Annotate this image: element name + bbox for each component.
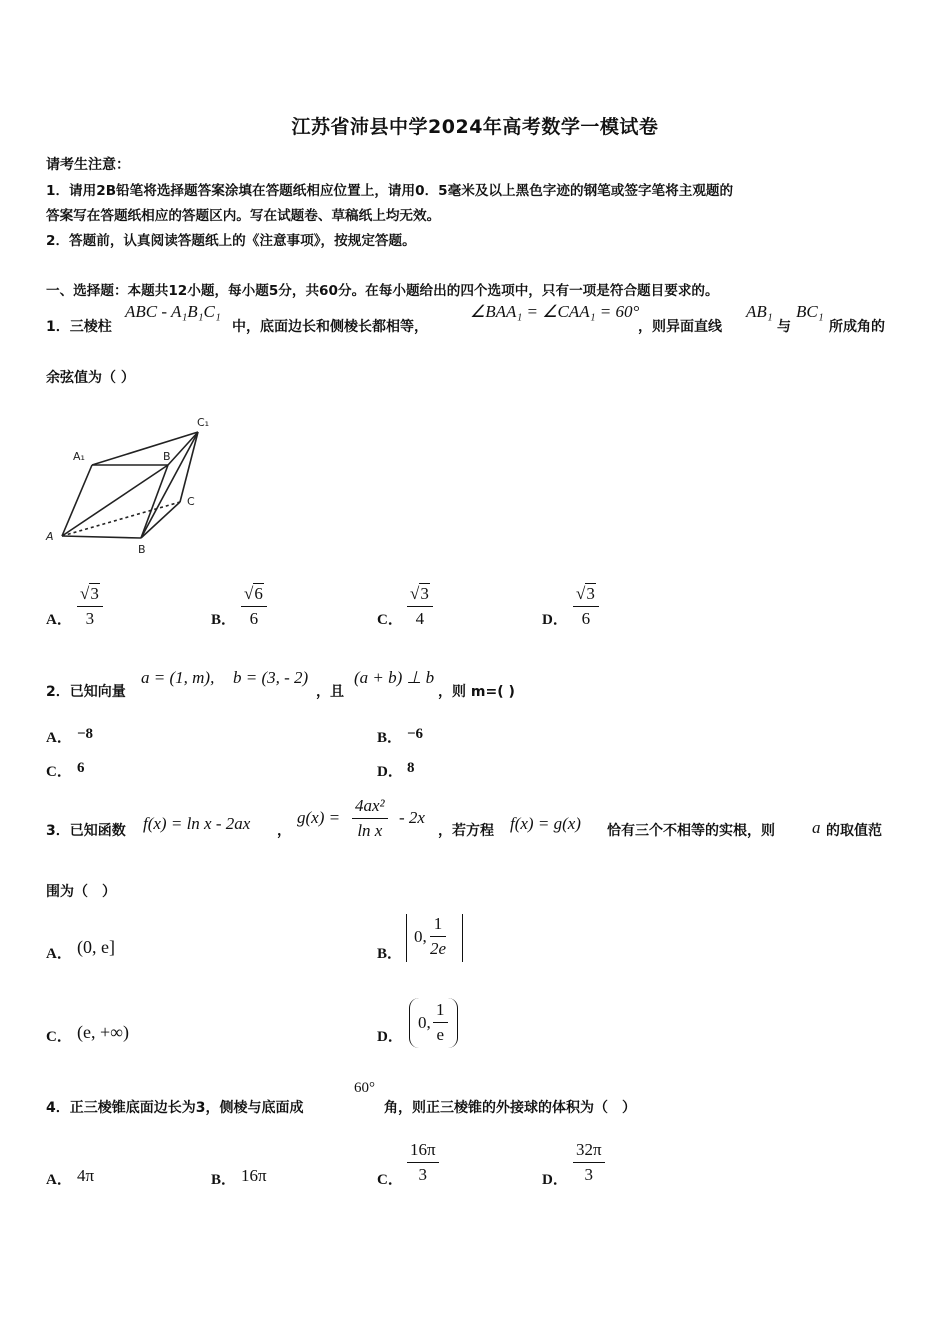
q1-b-den: 6: [249, 609, 259, 628]
q3-text-3: 的取值范: [826, 823, 882, 839]
q2-vector-a: a = (1, m),: [141, 668, 215, 687]
q2-option-c-value[interactable]: 6: [77, 760, 85, 776]
q4-d-num: 32π: [573, 1140, 605, 1163]
q1-c-den: 4: [415, 609, 425, 628]
q3-number: 3．已知函数: [46, 823, 126, 839]
q1-number: 1．三棱柱: [46, 319, 112, 335]
q1-option-c-value[interactable]: $\frac{√3}{4}$: [407, 584, 433, 629]
q3-f-definition: f(x) = ln x - 2ax: [143, 814, 251, 833]
q3-option-c-value[interactable]: (e, +∞): [77, 1022, 129, 1042]
q2-text-2: ，则 m=( ): [438, 684, 515, 700]
q3-g-right: - 2x: [399, 808, 425, 827]
notice-line-1a: 1．请用2B铅笔将选择题答案涂填在答题纸相应位置上，请用0．5毫米及以上黑色字迹的钢笔或签字笔将主观题的: [46, 183, 734, 199]
q1-segment-1: AB₁: [746, 302, 773, 321]
q1-option-b-letter[interactable]: B．: [211, 612, 237, 628]
q3-d-den: e: [436, 1025, 445, 1044]
q4-option-c-value[interactable]: [407, 1140, 439, 1185]
q2-option-b-value[interactable]: −6: [407, 726, 424, 742]
q1-a-den: 3: [85, 609, 95, 628]
q3-text-2: 恰有三个不相等的实根，则: [607, 823, 775, 839]
q2-option-d-letter[interactable]: D．: [377, 764, 403, 780]
q3-equation: f(x) = g(x): [510, 814, 581, 833]
q1-option-d-letter[interactable]: D．: [542, 612, 568, 628]
q1-d-num: 3: [586, 584, 595, 603]
q1-text-2: ，则异面直线: [638, 319, 722, 335]
page-title: 江苏省沛县中学2024年高考数学一模试卷: [291, 116, 659, 138]
label-a: A: [46, 530, 54, 543]
q1-line-2: 余弦值为（ ）: [46, 370, 135, 386]
q2-option-a-value[interactable]: −8: [77, 726, 94, 742]
edge-b-b1: [141, 465, 168, 538]
q3-text-1: ，若方程: [438, 823, 494, 839]
q4-option-d-value[interactable]: [573, 1140, 605, 1185]
q4-option-b-value[interactable]: 16π: [241, 1166, 267, 1185]
q3-option-d-value[interactable]: [409, 998, 461, 1048]
q3-b-fraction: [430, 914, 446, 959]
prism-figure: [40, 410, 230, 560]
notice-line-2: 2．答题前，认真阅读答题纸上的《注意事项》，按规定答题。: [46, 233, 416, 249]
q4-option-a-letter[interactable]: A．: [46, 1172, 72, 1188]
q4-option-b-letter[interactable]: B．: [211, 1172, 237, 1188]
q2-option-d-value[interactable]: 8: [407, 760, 415, 776]
q2-vector-b: b = (3, - 2): [233, 668, 309, 687]
label-c: C: [187, 495, 195, 508]
q1-option-a-value[interactable]: $\frac{√3}{3}$: [77, 584, 103, 629]
q2-option-c-letter[interactable]: C．: [46, 764, 72, 780]
q3-line-2: 围为（ ）: [46, 884, 116, 900]
q1-b-num: 6: [254, 584, 263, 603]
q1-text-1: 中，底面边长和侧棱长都相等，: [232, 319, 428, 335]
q3-g-left: g(x) =: [297, 808, 341, 827]
q1-a-num: 3: [90, 584, 99, 603]
section-heading: 一、选择题：本题共12小题，每小题5分，共60分。在每小题给出的四个选项中，只有一项是符合题目要求的。: [46, 283, 719, 299]
q1-d-den: 6: [581, 609, 591, 628]
q4-text-2: 角，则正三棱锥的外接球的体积为（ ）: [384, 1100, 636, 1116]
label-a1: A₁: [73, 450, 85, 463]
q3-b-den: 2e: [430, 939, 447, 958]
q3-option-d-letter[interactable]: D．: [377, 1029, 403, 1045]
label-b1: B: [163, 450, 171, 463]
q3-option-a-value[interactable]: (0, e]: [77, 937, 115, 957]
q4-option-a-value[interactable]: 4π: [77, 1166, 95, 1185]
q1-segment-2: BC₁: [796, 302, 824, 321]
q1-text-3: 与: [777, 319, 791, 335]
q4-option-c-letter[interactable]: C．: [377, 1172, 403, 1188]
edge-a-b1: [62, 465, 168, 536]
q3-g-fraction: [352, 796, 388, 841]
q4-c-den: 3: [418, 1165, 428, 1184]
q4-d-den: 3: [584, 1165, 594, 1184]
q2-text-1: ，且: [316, 684, 344, 700]
q3-b-prefix: 0,: [414, 927, 427, 946]
q3-b-num: 1: [430, 914, 446, 937]
q3-d-prefix: 0,: [418, 1013, 431, 1032]
label-b: B: [138, 543, 146, 556]
q3-g-denominator: ln x: [357, 821, 383, 840]
q1-option-c-letter[interactable]: C．: [377, 612, 403, 628]
q4-angle: 60°: [354, 1080, 375, 1096]
notice-line-1b: 答案写在答题纸相应的答题区内。写在试题卷、草稿纸上均无效。: [46, 208, 441, 224]
q1-option-a-letter[interactable]: A．: [46, 612, 72, 628]
q2-condition: (a + b) ⊥ b: [354, 668, 435, 687]
q4-text-1: 4．正三棱锥底面边长为3，侧棱与底面成: [46, 1100, 304, 1116]
q3-d-num: 1: [433, 1000, 448, 1023]
q1-text-4: 所成角的: [829, 319, 885, 335]
q3-option-c-letter[interactable]: C．: [46, 1029, 72, 1045]
q3-g-numerator: 4ax²: [352, 796, 388, 819]
q4-c-num: 16π: [407, 1140, 439, 1163]
q2-number: 2．已知向量: [46, 684, 126, 700]
q1-option-b-value[interactable]: $\frac{√6}{6}$: [241, 584, 267, 629]
q4-option-d-letter[interactable]: D．: [542, 1172, 568, 1188]
q2-option-b-letter[interactable]: B．: [377, 730, 403, 746]
notice-heading: 请考生注意：: [46, 157, 130, 173]
q1-c-num: 3: [420, 584, 429, 603]
q1-option-d-value[interactable]: $\frac{√3}{6}$: [573, 584, 599, 629]
edge-a-b: [62, 536, 141, 538]
q3-option-b-letter[interactable]: B．: [377, 946, 403, 962]
q1-angle: ∠BAA₁ = ∠CAA₁ = 60°: [470, 302, 640, 321]
q1-prism: ABC - A₁B₁C₁: [125, 302, 221, 321]
q3-variable: a: [812, 818, 821, 837]
q3-option-b-value[interactable]: [406, 914, 464, 962]
label-c1: C₁: [197, 416, 210, 429]
q3-separator: ，: [277, 823, 291, 839]
q2-option-a-letter[interactable]: A．: [46, 730, 72, 746]
q3-d-fraction: [433, 1000, 448, 1045]
q3-option-a-letter[interactable]: A．: [46, 946, 72, 962]
